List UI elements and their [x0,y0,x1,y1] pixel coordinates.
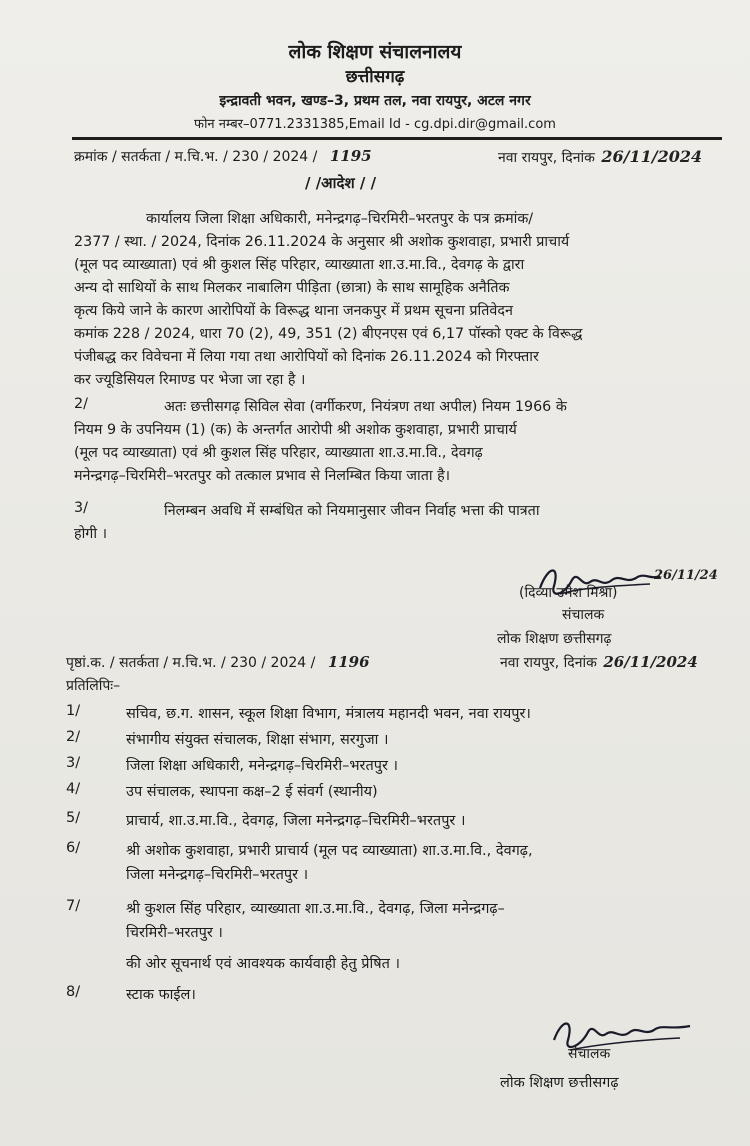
copy-item-text-cont: चिरमिरी–भरतपुर । [126,925,223,941]
office-contact: फोन नम्बर–0771.2331385,Email Id - cg.dpi.dir@gmail.com [194,117,556,132]
order-title: / /आदेश / / [305,174,377,192]
order-ref-text: क्रमांक / सतर्कता / म.चि.भ. / 230 / 2024 / [74,149,318,165]
para1-line: पंजीबद्ध कर विवेचना में लिया गया तथा आरोपियों को दिनांक 26.11.2024 को गिरफ्तार [74,349,539,365]
signatory-2-designation: संचालक [568,1046,611,1062]
para2-number: 2/ [74,396,88,412]
order-paragraph-2 [74,396,700,488]
copy-item-number: 4/ [66,781,81,797]
copy-item-text: प्राचार्य, शा.उ.मा.वि., देवगढ़, जिला मनेन्द्रगढ़–चिरमिरी–भरतपुर । [126,813,466,829]
copy-item-number: 1/ [66,703,81,719]
para2-line: (मूल पद व्याख्याता) एवं श्री कुशल सिंह परिहार, व्याख्याता शा.उ.मा.वि., देवगढ़ [74,445,483,461]
state-name: छत्तीसगढ़ [345,67,405,87]
copy-item-text: उप संचालक, स्थापना कक्ष–2 ई संवर्ग (स्थानीय) [126,784,378,800]
copy-item-text: स्टाक फाईल। [126,987,196,1003]
para2-line: नियम 9 के उपनियम (1) (क) के अन्तर्गत आरोपी श्री अशोक कुशवाहा, प्रभारी प्राचार्य [74,422,517,438]
header-divider [72,137,722,140]
order-ref [74,147,372,166]
copy-item-text: सचिव, छ.ग. शासन, स्कूल शिक्षा विभाग, मंत्रालय महानदी भवन, नवा रायपुर। [126,706,531,722]
endorsement-ref-text: पृष्ठां.क. / सतर्कता / म.चि.भ. / 230 / 2024 / [66,655,316,671]
endorsement-ref [66,653,370,672]
endorsement-ref-number: 1196 [327,653,370,671]
para1-line: (मूल पद व्याख्याता) एवं श्री कुशल सिंह परिहार, व्याख्याता शा.उ.मा.वि., देवगढ़ के द्वारा [74,257,525,273]
copy-closing-note: की ओर सूचनार्थ एवं आवश्यक कार्यवाही हेतु प्रेषित । [126,956,400,972]
copy-item-number: 6/ [66,840,81,856]
signature-1-date: 26/11/24 [654,568,718,583]
order-paragraph-1 [74,208,700,392]
signature-2-scribble [540,1010,710,1062]
para2-line: अतः छत्तीसगढ़ सिविल सेवा (वर्गीकरण, नियंत्रण तथा अपील) नियम 1966 के [164,399,567,415]
para1-line: अन्य दो साथियों के साथ मिलकर नाबालिग पीड़िता (छात्रा) के साथ सामूहिक अनैतिक [74,280,510,296]
copy-item-number: 3/ [66,755,81,771]
para2-line: मनेन्द्रगढ़–चिरमिरी–भरतपुर को तत्काल प्रभाव से निलम्बित किया जाता है। [74,468,451,484]
para1-line: कर ज्यूडिसियल रिमाण्ड पर भेजा जा रहा है । [74,372,306,388]
endorsement-date-value: 26/11/2024 [603,653,698,671]
signatory-1-name: (दिव्या उमेश मिश्रा) [519,585,618,601]
copy-item-number: 7/ [66,898,81,914]
signatory-1-office: लोक शिक्षण छत्तीसगढ़ [497,631,612,647]
copy-item-number: 2/ [66,729,81,745]
signatory-1-designation: संचालक [562,607,605,623]
office-address: इन्द्रावती भवन, खण्ड–3, प्रथम तल, नवा रायपुर, अटल नगर [219,93,531,109]
signatory-2-office: लोक शिक्षण छत्तीसगढ़ [500,1075,619,1091]
copy-item-number: 5/ [66,810,81,826]
para1-line: कमांक 228 / 2024, धारा 70 (2), 49, 351 (2) बीएनएस एवं 6,17 पॉस्को एक्ट के विरूद्ध [74,326,583,342]
endorsement-date-prefix: नवा रायपुर, दिनांक [500,655,597,671]
copy-item-text: श्री कुशल सिंह परिहार, व्याख्याता शा.उ.मा.वि., देवगढ़, जिला मनेन्द्रगढ़– [126,901,505,917]
para1-line: कार्यालय जिला शिक्षा अधिकारी, मनेन्द्रगढ़–चिरमिरी–भरतपुर के पत्र क्रमांक/ [146,211,534,227]
copy-label: प्रतिलिपिः– [66,678,121,694]
endorsement-date [500,653,698,672]
para3-line: निलम्बन अवधि में सम्बंधित को नियमानुसार जीवन निर्वाह भत्ता की पात्रता [164,503,540,519]
order-date-prefix: नवा रायपुर, दिनांक [498,150,595,166]
para1-line: कृत्य किये जाने के कारण आरोपियों के विरूद्ध थाना जनकपुर में प्रथम सूचना प्रतिवेदन [74,303,513,319]
para1-line: 2377 / स्था. / 2024, दिनांक 26.11.2024 के अनुसार श्री अशोक कुशवाहा, प्रभारी प्राचार्य [74,234,570,250]
order-date [498,147,702,167]
copy-item-number: 8/ [66,984,81,1000]
para3-line: होगी । [74,526,108,542]
order-date-value: 26/11/2024 [601,147,703,166]
copy-item-text: संभागीय संयुक्त संचालक, शिक्षा संभाग, सरगुजा । [126,732,389,748]
org-name: लोक शिक्षण संचालनालय [288,41,462,63]
copy-item-text-cont: जिला मनेन्द्रगढ़–चिरमिरी–भरतपुर । [126,867,309,883]
para3-number: 3/ [74,500,88,516]
copy-item-text: जिला शिक्षा अधिकारी, मनेन्द्रगढ़–चिरमिरी–भरतपुर । [126,758,399,774]
order-paragraph-3 [74,500,700,546]
order-ref-number: 1195 [329,147,372,165]
copy-item-text: श्री अशोक कुशवाहा, प्रभारी प्राचार्य (मूल पद व्याख्याता) शा.उ.मा.वि., देवगढ़, [126,843,533,859]
